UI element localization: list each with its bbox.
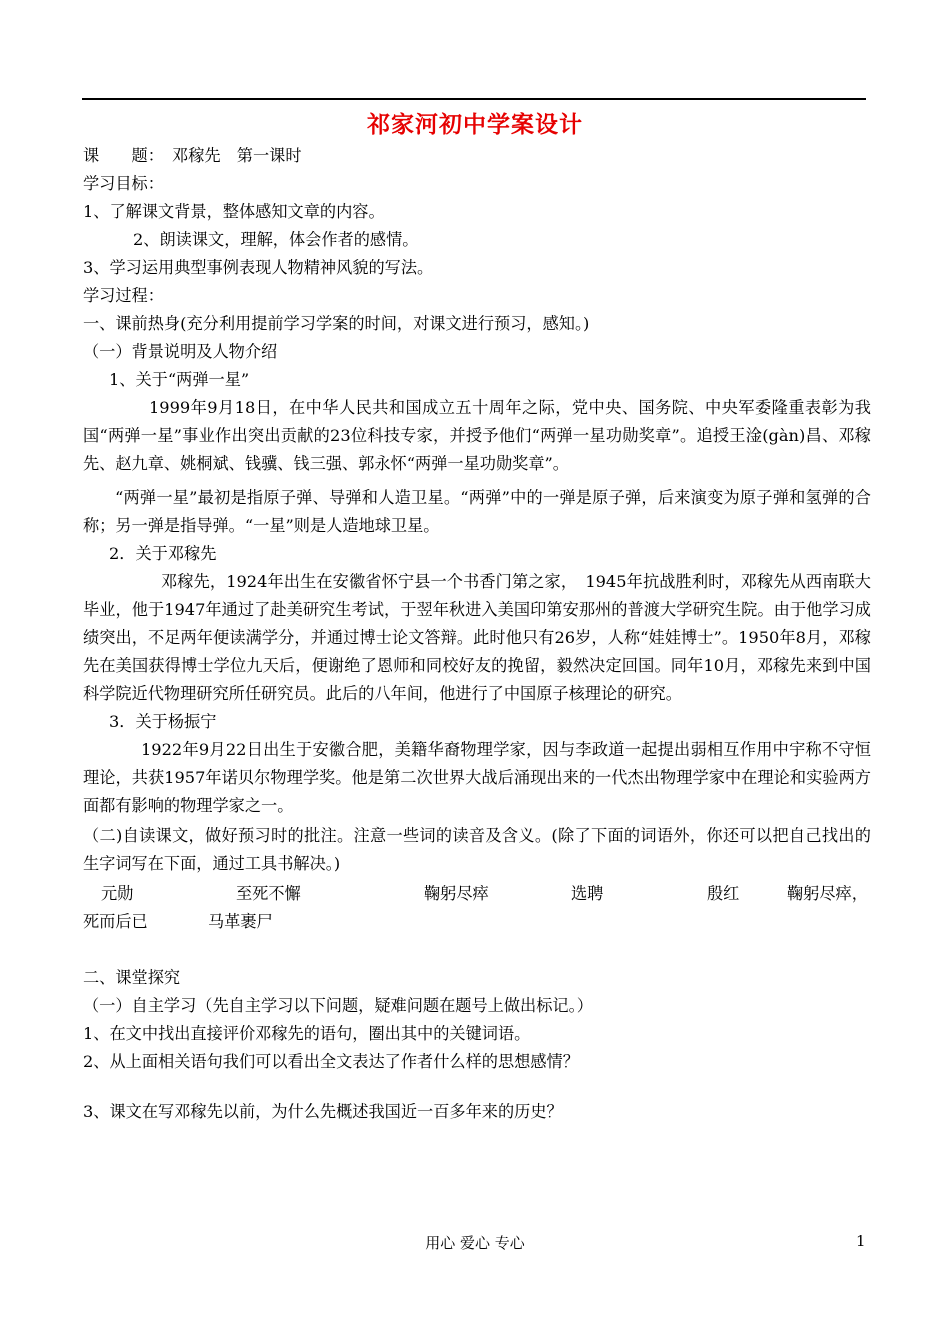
vocab-word: 元勋 [101,884,134,903]
subsection2-paragraph: 邓稼先，1924年出生在安徽省怀宁县一个书香门第之家， 1945年抗战胜利时，邓稼先从西南联大毕业，他于1947年通过了赴美研究生考试，于翌年秋进入美国印第安那州的普渡大学研究生院。由于他学习成绩突出，不足两年便读满学分，并通过博士论文答辩。此时他只有26岁，人称“娃娃博士”。1950年8月，邓稼先在美国获得博士学位九天后，便谢绝了恩师和同校好友的挽留，毅然决定回国。同年10月，邓稼先来到中国科学院近代物理研究所任研究员。此后的八年间，他进行了中国原子核理论的研究。 [83,572,871,703]
vocab-word: 马革裹尸 [208,912,273,931]
process-heading: 学习过程： [83,286,164,305]
goals-heading: 学习目标： [83,174,164,193]
question-item: 1、在文中找出直接评价邓稼先的语句，圈出其中的关键词语。 [83,1024,531,1043]
vocab-word: 至死不懈 [236,884,301,903]
section2-paragraph: （二)自读课文，做好预习时的批注。注意一些词的读音及含义。(除了下面的词语外，你还可以把自己找出的生字词写在下面，通过工具书解决。) [83,826,871,873]
subsection1-heading: 1、关于“两弹一星” [109,370,250,389]
question-item: 2、从上面相关语句我们可以看出全文表达了作者什么样的思想感情？ [83,1052,579,1071]
subsection1-paragraph1: 1999年9月18日，在中华人民共和国成立五十周年之际，党中央、国务院、中央军委隆重表彰为我国“两弹一星”事业作出突出贡献的23位科技专家，并授予他们“两弹一星功勋奖章”。追授王淦(gàn)昌、邓稼先、赵九章、姚桐斌、钱骥、钱三强、郭永怀“两弹一星功勋奖章”。 [83,398,871,473]
vocab-word: 选聘 [571,884,604,903]
part2-heading: 二、课堂探究 [83,968,181,987]
footer-text: 用心 爱心 专心 [425,1234,525,1252]
goal-item: 2、朗读课文，理解，体会作者的感情。 [133,230,419,249]
vocab-word: 死而后已 [83,912,148,931]
document-body [83,142,871,1126]
page-title: 祁家河初中学案设计 [367,112,583,138]
goal-item: 3、学习运用典型事例表现人物精神风貌的写法。 [83,258,434,277]
section3-heading: （一）自主学习（先自主学习以下问题，疑难问题在题号上做出标记。） [83,996,593,1015]
subsection3-heading: 3．关于杨振宁 [109,712,217,731]
vocab-line-1 [83,880,871,908]
vocab-word: 鞠躬尽瘁 [424,884,489,903]
topic-line: 课 题： 邓稼先 第一课时 [83,146,302,165]
question-item: 3、课文在写邓稼先以前，为什么先概述我国近一百多年来的历史？ [83,1102,563,1121]
part1-heading: 一、课前热身(充分利用提前学习学案的时间，对课文进行预习，感知。) [83,314,590,333]
vocab-word: 殷红 [707,884,740,903]
subsection2-heading: 2．关于邓稼先 [109,544,217,563]
subsection3-paragraph: 1922年9月22日出生于安徽合肥，美籍华裔物理学家，因与李政道一起提出弱相互作用中宇称不守恒理论，共获1957年诺贝尔物理学奖。他是第二次世界大战后涌现出来的一代杰出物理学家中在理论和实验两方面都有影响的物理学家之一。 [83,740,871,815]
page-number: 1 [856,1232,866,1250]
header-rule [82,98,866,100]
goal-item: 1、了解课文背景，整体感知文章的内容。 [83,202,385,221]
vocab-line-2 [83,908,871,936]
vocab-word: 鞠躬尽瘁， [787,884,868,903]
subsection1-paragraph2: “两弹一星”最初是指原子弹、导弹和人造卫星。“两弹”中的一弹是原子弹，后来演变为原子弹和氢弹的合称；另一弹是指导弹。“一星”则是人造地球卫星。 [83,488,871,535]
section1-heading: （一）背景说明及人物介绍 [83,342,278,361]
